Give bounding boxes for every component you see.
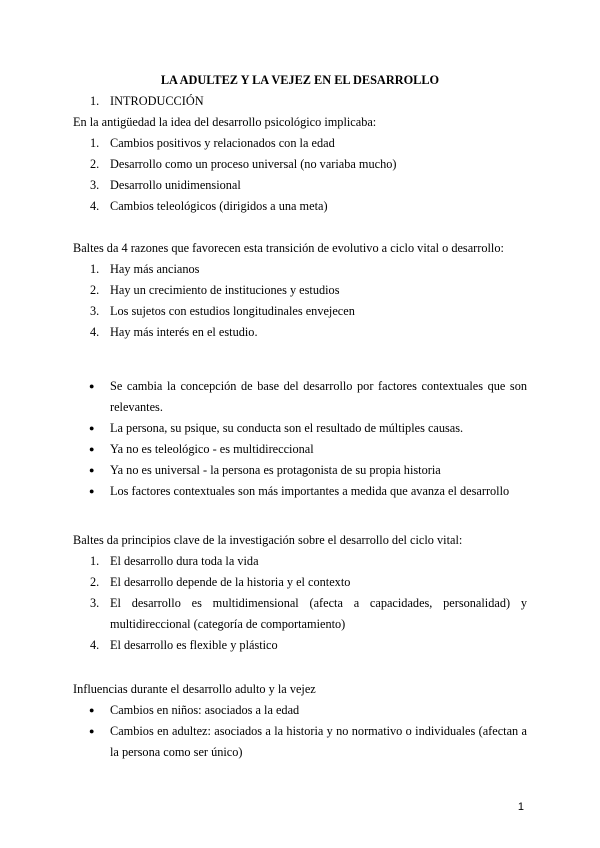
influences-list — [73, 700, 527, 763]
list-item — [73, 133, 527, 154]
list-item — [73, 572, 527, 593]
list-item — [73, 175, 527, 196]
list-number: 1. — [90, 136, 100, 150]
list-text: El desarrollo es flexible y plástico — [110, 638, 278, 652]
reasons-lead: Baltes da 4 razones que favorecen esta transición de evolutivo a ciclo vital o desarrollo: — [73, 241, 504, 255]
section-heading — [73, 91, 527, 112]
list-text: Hay más interés en el estudio. — [110, 325, 258, 339]
spacer — [73, 364, 527, 376]
list-item — [73, 551, 527, 572]
list-item — [73, 301, 527, 322]
heading-text: INTRODUCCIÓN — [110, 94, 204, 108]
bullet-item — [73, 418, 527, 439]
document-title: LA ADULTEZ Y LA VEJEZ EN EL DESARROLLO — [160, 73, 440, 87]
list-number: 3. — [90, 304, 100, 318]
bullet-icon: ● — [89, 423, 95, 433]
bullet-item — [73, 721, 527, 763]
bullet-icon: ● — [89, 726, 95, 736]
bullet-item — [73, 376, 527, 418]
spacer — [73, 343, 527, 364]
bullet-text: Se cambia la concepción de base del desarrollo por factores contextuales que son relevantes. — [110, 379, 527, 414]
heading-number: 1. — [90, 94, 100, 108]
list-text: El desarrollo es multidimensional (afecta a capacidades, personalidad) y multidireccional (categoría de comportamiento) — [110, 596, 527, 631]
bullet-icon: ● — [89, 705, 95, 715]
list-number: 4. — [90, 638, 100, 652]
bullet-icon: ● — [89, 465, 95, 475]
spacer — [73, 217, 527, 238]
list-number: 4. — [90, 325, 100, 339]
list-item — [73, 593, 527, 635]
influences-lead: Influencias durante el desarrollo adulto y la vejez — [73, 682, 316, 696]
list-item — [73, 322, 527, 343]
bullet-item — [73, 460, 527, 481]
page-number: 1 — [517, 801, 524, 813]
list-item — [73, 154, 527, 175]
list-text: Los sujetos con estudios longitudinales envejecen — [110, 304, 355, 318]
bullet-text: Los factores contextuales son más importantes a medida que avanza el desarrollo — [110, 484, 510, 498]
list-number: 1. — [90, 554, 100, 568]
intro-list — [73, 133, 527, 217]
list-number: 1. — [90, 262, 100, 276]
bullet-icon: ● — [89, 381, 95, 391]
spacer — [73, 502, 527, 523]
bullet-icon: ● — [89, 444, 95, 454]
bullet-text: Ya no es universal - la persona es protagonista de su propia historia — [110, 463, 441, 477]
bullet-item — [73, 481, 527, 502]
list-item — [73, 259, 527, 280]
list-text: Hay un crecimiento de instituciones y estudios — [110, 283, 340, 297]
bullet-item — [73, 439, 527, 460]
principles-list — [73, 551, 527, 656]
bullet-text: Cambios en niños: asociados a la edad — [110, 703, 300, 717]
bullet-text: La persona, su psique, su conducta son el resultado de múltiples causas. — [110, 421, 464, 435]
list-item — [73, 280, 527, 301]
list-item — [73, 196, 527, 217]
list-text: Hay más ancianos — [110, 262, 200, 276]
list-number: 2. — [90, 283, 100, 297]
reasons-list — [73, 259, 527, 343]
list-text: Desarrollo unidimensional — [110, 178, 241, 192]
list-text: Desarrollo como un proceso universal (no variaba mucho) — [110, 157, 397, 171]
bullet-item — [73, 700, 527, 721]
list-text: El desarrollo dura toda la vida — [110, 554, 259, 568]
list-text: El desarrollo depende de la historia y el contexto — [110, 575, 351, 589]
spacer — [73, 656, 527, 677]
spacer — [73, 523, 527, 530]
bullet-list — [73, 376, 527, 502]
list-item — [73, 635, 527, 656]
list-text: Cambios positivos y relacionados con la edad — [110, 136, 335, 150]
list-number: 3. — [90, 596, 100, 610]
list-number: 2. — [90, 575, 100, 589]
list-number: 3. — [90, 178, 100, 192]
list-number: 4. — [90, 199, 100, 213]
principles-lead: Baltes da principios clave de la investigación sobre el desarrollo del ciclo vital: — [73, 533, 463, 547]
bullet-icon: ● — [89, 486, 95, 496]
list-number: 2. — [90, 157, 100, 171]
list-text: Cambios teleológicos (dirigidos a una meta) — [110, 199, 328, 213]
bullet-text: Cambios en adultez: asociados a la historia y no normativo o individuales (afectan a la persona como ser único) — [110, 724, 527, 759]
bullet-text: Ya no es teleológico - es multidireccional — [110, 442, 314, 456]
intro-lead: En la antigüedad la idea del desarrollo psicológico implicaba: — [73, 115, 377, 129]
document-page — [73, 70, 527, 763]
